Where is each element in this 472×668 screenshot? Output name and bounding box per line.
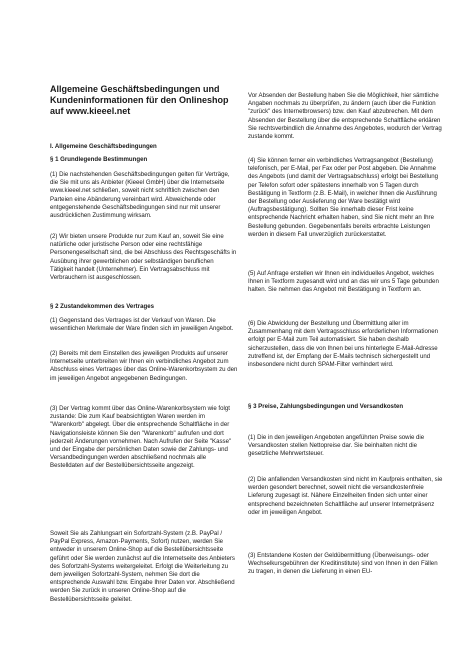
paragraph-2-3c: Vor Absenden der Bestellung haben Sie die Möglichkeit, hier sämtliche Angaben nochmals zu überprüfen, zu ändern (auch über die Funktion "zurück" des Internetbrowsers) bzw. den Kauf abzubrechen. Mit dem Absenden der Bestellung über die entsprechende Schaltfläche erklären Sie rechtsverbindlich die Annahme des Angebotes, wodurch der Vertrag zustande kommt. — [248, 92, 442, 141]
paragraph-2-3b: Soweit Sie als Zahlungsart ein Sofortzahl-System (z.B. PayPal / PayPal Express, Amazon-Payments, Sofort) nutzen, werden Sie entweder in unserem Online-Shop auf die Bestellübersichtsseite geführt oder Sie werden zunächst auf die Internetseite des Anbieters des Sofortzahl-Systems weitergeleitet. Erfolgt die Weiterleitung zu dem jeweiligen Sofortzahl-System, nehmen Sie dort die entsprechende Auswahl bzw. Eingabe Ihrer Daten vor. Abschließend werden Sie zurück in unseren Online-Shop auf die Bestellübersichtsseite geleitet. — [50, 530, 235, 603]
heading-preise: § 3 Preise, Zahlungsbedingungen und Versandkosten — [248, 403, 404, 410]
paragraph-2-4: (4) Sie können ferner ein verbindliches Vertragsangebot (Bestellung) telefonisch, per E-Mail, per Fax oder per Post abgeben. Die Annahme des Angebots (und damit der Vertragsabschluss) erfolgt bei Bestellung per Telefon sofort oder spätestens innerhalb von 5 Tagen durch Bestätigung in Textform (z.B. E-Mail), in welcher Ihnen die Ausführung der Bestellung oder Auslieferung der Ware bestätigt wird (Auftragsbestätigung). Sollten Sie innerhalb dieser Frist keine entsprechende Nachricht erhalten haben, sind Sie nicht mehr an Ihre Bestellung gebunden. Gegebenenfalls bereits erbrachte Leistungen werden in diesem Fall unverzüglich zurückerstattet. — [248, 157, 439, 238]
paragraph-1-2: (2) Wir bieten unsere Produkte nur zum Kauf an, soweit Sie eine natürliche oder juristische Person oder eine rechtsfähige Personengesellschaft sind, die bei Abschluss des Rechtsgeschäfts in Ausübung ihrer gewerblichen oder selbständigen beruflichen Tätigkeit handelt (Unternehmer). Ein Vertragsabschluss mit Verbrauchern ist ausgeschlossen. — [50, 233, 237, 282]
paragraph-3-3: (3) Entstandene Kosten der Geldübermittlung (Überweisungs- oder Wechselkursgebühren der Kreditinstitute) sind von Ihnen in den Fällen zu tragen, in denen die Lieferung in einen EU- — [248, 552, 438, 576]
section-heading-agb: I. Allgemeine Geschäftsbedingungen — [50, 143, 157, 150]
paragraph-2-5: (5) Auf Anfrage erstellen wir Ihnen ein individuelles Angebot, welches Ihnen in Textform zugesandt wird und an das wir uns 5 Tage gebunden halten. Sie nehmen das Angebot mit Bestätigung in Textform an. — [248, 270, 439, 294]
paragraph-1-1: (1) Die nachstehenden Geschäftsbedingungen gelten für Verträge, die Sie mit uns als Anbieter (Kieeel GmbH) über die Internetseite www.kieeel.net schließen, soweit nicht schriftlich zwischen den Parteien eine Abänderung vereinbart wird. Abweichende oder entgegenstehende Geschäftsbedingungen sind nur mit unserer ausdrücklichen Zustimmung wirksam. — [50, 171, 230, 220]
heading-zustandekommen: § 2 Zustandekommen des Vertrages — [50, 303, 154, 310]
paragraph-3-2: (2) Die anfallenden Versandkosten sind nicht im Kaufpreis enthalten, sie werden gesondert berechnet, soweit nicht die versandkostenfreie Lieferung zugesagt ist. Nähere Einzelheiten finden sich unter einer entsprechend bezeichneten Schaltfläche auf unserer Internetpräsenz oder im jeweiligen Angebot. — [248, 476, 443, 516]
paragraph-3-1: (1) Die in den jeweiligen Angeboten angeführten Preise sowie die Versandkosten stellen Nettopreise dar. Sie beinhalten nicht die gesetzliche Mehrwertsteuer. — [248, 434, 425, 458]
document-title: Allgemeine Geschäftsbedingungen und Kundeninformationen für den Onlineshop auf www.kieeel.net — [50, 84, 229, 116]
paragraph-2-6: (6) Die Abwicklung der Bestellung und Übermittlung aller im Zusammenhang mit dem Vertragsschluss erforderlichen Informationen erfolgt per E-Mail zum Teil automatisiert. Sie haben deshalb sicherzustellen, dass die von Ihnen bei uns hinterlegte E-Mail-Adresse zutreffend ist, der Empfang der E-Mails technisch sichergestellt und insbesondere nicht durch SPAM-Filter verhindert wird. — [248, 320, 439, 369]
paragraph-2-2: (2) Bereits mit dem Einstellen des jeweiligen Produkts auf unserer Internetseite unterbreiten wir Ihnen ein verbindliches Angebot zum Abschluss eines Vertrages über das Online-Warenkorbsystem zu den im jeweiligen Angebot angegebenen Bedingungen. — [50, 350, 238, 382]
paragraph-2-3: (3) Der Vertrag kommt über das Online-Warenkorbsystem wie folgt zustande: Die zum Kauf beabsichtigten Waren werden im "Warenkorb" abgelegt. Über die entsprechende Schaltfläche in der Navigationsleiste können Sie den "Warenkorb" aufrufen und dort jederzeit Änderungen vornehmen. Nach Aufrufen der Seite "Kasse" und der Eingabe der persönlichen Daten sowie der Zahlungs- und Versandbedingungen werden abschließend nochmals alle Bestelldaten auf der Bestellübersichtsseite angezeigt. — [50, 405, 232, 470]
paragraph-2-1: (1) Gegenstand des Vertrages ist der Verkauf von Waren. Die wesentlichen Merkmale der Ware finden sich im jeweiligen Angebot. — [50, 317, 234, 333]
heading-grundlegende-bestimmungen: § 1 Grundlegende Bestimmungen — [50, 156, 148, 163]
